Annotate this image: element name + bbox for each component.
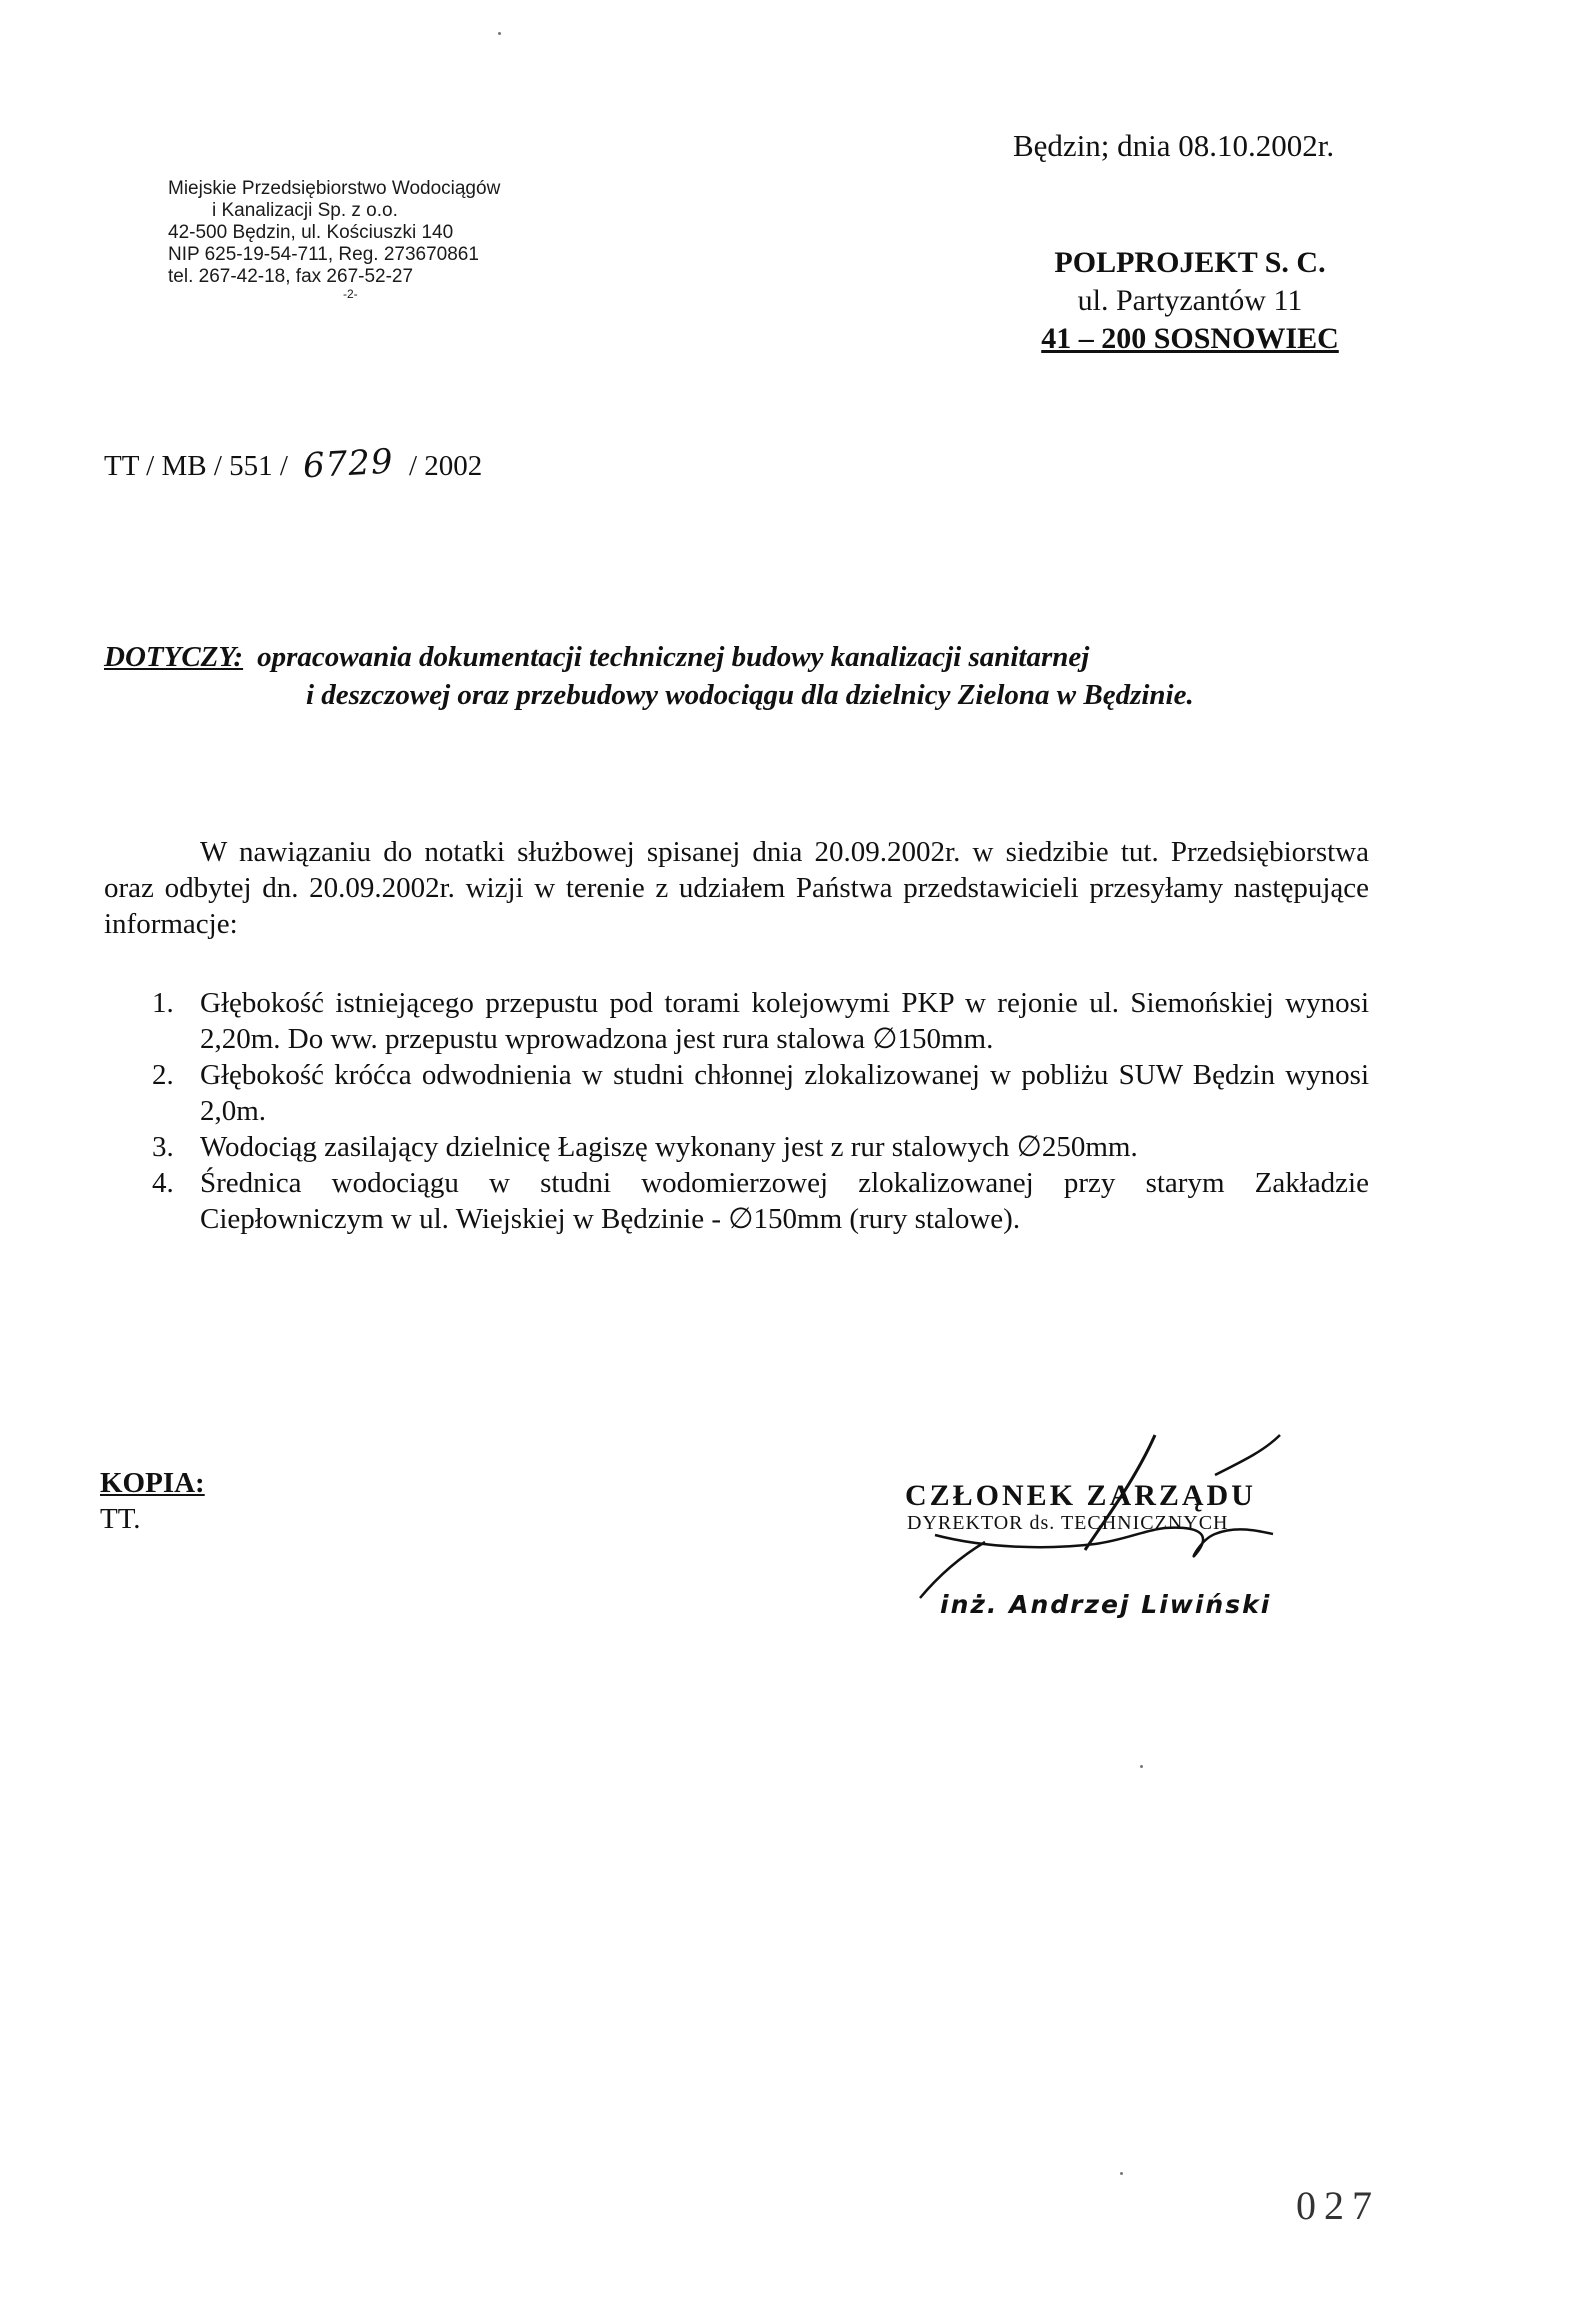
signer-name: inż. Andrzej Liwiński: [940, 1590, 1272, 1619]
subject-block: [104, 638, 1194, 714]
signature-title-2: DYREKTOR ds. TECHNICZNYCH: [907, 1512, 1229, 1534]
list-item: [104, 1165, 1369, 1237]
sender-line-1: Miejskie Przedsiębiorstwo Wodociągów: [168, 178, 501, 199]
signature-stamp: [905, 1480, 1305, 1534]
reference-prefix: TT / MB / 551 /: [104, 450, 288, 482]
sender-mark: -2-: [343, 287, 358, 301]
info-list: [104, 985, 1369, 1237]
sender-line-4: NIP 625-19-54-711, Reg. 273670861: [168, 244, 479, 265]
page-number: 027: [1296, 2183, 1380, 2228]
letter-date: Będzin; dnia 08.10.2002r.: [1013, 128, 1335, 163]
copy-block: [100, 1465, 205, 1537]
list-item-text: Głębokość istniejącego przepustu pod torami kolejowymi PKP w rejonie ul. Siemońskiej wynosi 2,20m. Do ww. przepustu wprowadzona jest rura stalowa ∅150mm.: [200, 987, 1369, 1055]
list-item-number: 3.: [152, 1131, 174, 1163]
reference-suffix: / 2002: [409, 450, 483, 482]
reference-number: [104, 441, 483, 487]
scan-speck: [1120, 2172, 1123, 2175]
copy-recipient: TT.: [100, 1503, 141, 1535]
list-item: [104, 1057, 1369, 1129]
list-item-text: Średnica wodociągu w studni wodomierzowej zlokalizowanej przy starym Zakładzie Ciepłowniczym w ul. Wiejskiej w Będzinie - ∅150mm (rury stalowe).: [200, 1167, 1369, 1235]
addressee-street: ul. Partyzantów 11: [1077, 284, 1303, 317]
signature-title-1: CZŁONEK ZARZĄDU: [905, 1479, 1256, 1512]
sender-stamp: [168, 178, 568, 300]
sender-line-5: tel. 267-42-18, fax 267-52-27: [168, 266, 414, 287]
list-item: [104, 1129, 1369, 1165]
subject-line-2: i deszczowej oraz przebudowy wodociągu dla dzielnicy Zielona w Będzinie.: [306, 679, 1194, 711]
list-item: [104, 985, 1369, 1057]
addressee-block: [980, 244, 1400, 358]
body-intro: [104, 834, 1369, 942]
addressee-company: POLPROJEKT S. C.: [1054, 246, 1326, 279]
list-item-text: Wodociąg zasilający dzielnicę Łagiszę wykonany jest z rur stalowych ∅250mm.: [200, 1131, 1138, 1163]
sender-line-2: i Kanalizacji Sp. z o.o.: [212, 200, 398, 221]
list-item-number: 2.: [152, 1059, 174, 1091]
list-item-number: 4.: [152, 1167, 174, 1199]
addressee-city: 41 – 200 SOSNOWIEC: [1041, 322, 1339, 355]
subject-label: DOTYCZY:: [104, 641, 244, 673]
intro-paragraph: W nawiązaniu do notatki służbowej spisanej dnia 20.09.2002r. w siedzibie tut. Przedsiębiorstwa oraz odbytej dn. 20.09.2002r. wizji w terenie z udziałem Państwa przedstawicieli przesyłamy następujące informacje:: [104, 836, 1369, 940]
list-item-number: 1.: [152, 987, 174, 1019]
scan-speck: [1140, 1765, 1143, 1768]
list-item-text: Głębokość króćca odwodnienia w studni chłonnej zlokalizowanej w pobliżu SUW Będzin wynosi 2,0m.: [200, 1059, 1369, 1127]
copy-label: KOPIA:: [100, 1467, 205, 1499]
scan-speck: [498, 32, 501, 35]
subject-line-1: opracowania dokumentacji technicznej budowy kanalizacji sanitarnej: [257, 641, 1090, 673]
reference-handwritten: 6729: [302, 441, 395, 487]
sender-line-3: 42-500 Będzin, ul. Kościuszki 140: [168, 222, 454, 243]
